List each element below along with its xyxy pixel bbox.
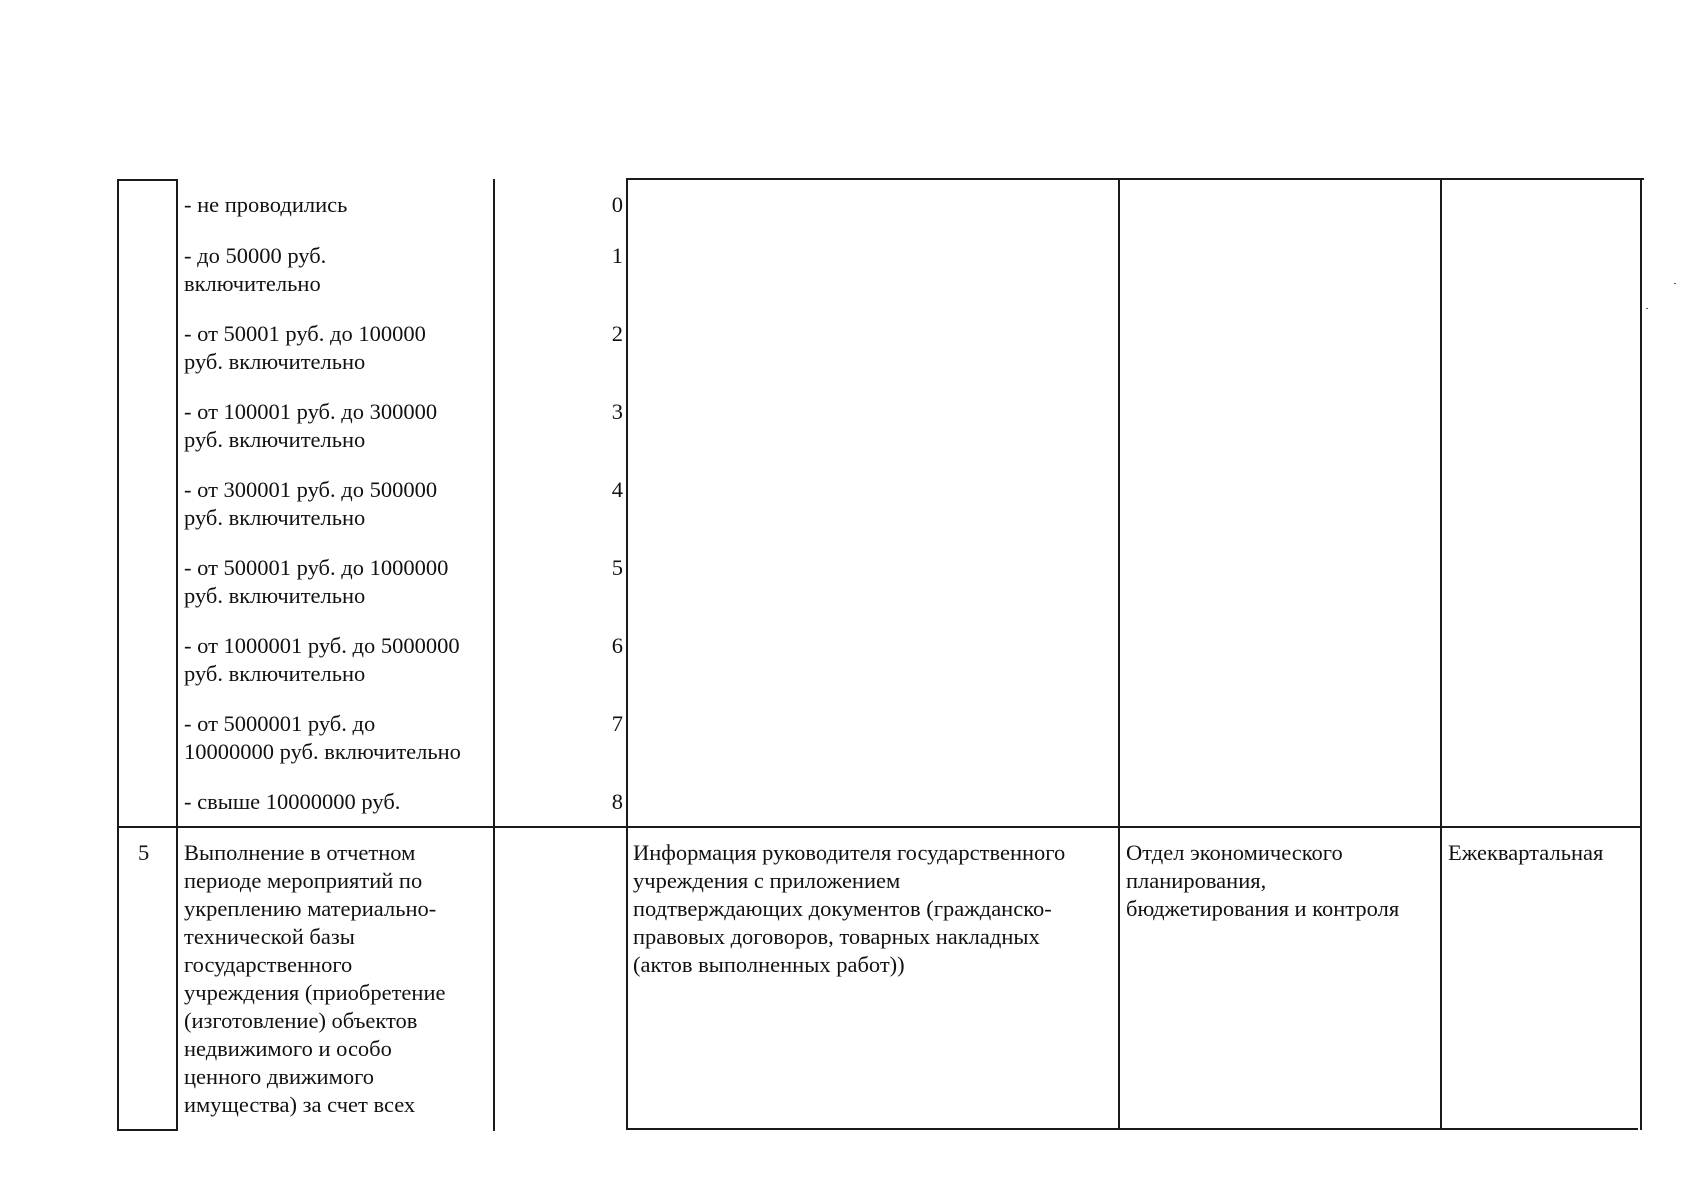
col-border-6 bbox=[1440, 178, 1442, 1130]
range-label: - от 500001 руб. до 1000000 руб. включительно bbox=[184, 555, 449, 608]
range-label: - от 50001 руб. до 100000 руб. включительно bbox=[184, 321, 426, 374]
table-top-border-left bbox=[118, 179, 177, 181]
row-number: 5 bbox=[138, 840, 150, 865]
col-border-1 bbox=[117, 179, 119, 1131]
scan-mark bbox=[1646, 308, 1648, 309]
range-label: - от 5000001 руб. до 10000000 руб. включительно bbox=[184, 711, 461, 764]
frequency-text: Ежеквартальная bbox=[1448, 840, 1604, 865]
range-label: - от 1000001 руб. до 5000000 руб. включительно bbox=[184, 633, 460, 686]
range-score: 5 bbox=[611, 555, 623, 580]
range-score: 7 bbox=[611, 711, 623, 736]
scan-mark bbox=[1674, 283, 1676, 284]
table-top-border-right bbox=[626, 178, 1644, 180]
responsible-text: Отдел экономического планирования, бюджетирования и контроля bbox=[1126, 840, 1400, 921]
col-border-3 bbox=[493, 179, 495, 1131]
range-label: - от 300001 руб. до 500000 руб. включительно bbox=[184, 477, 438, 530]
col-border-4 bbox=[626, 178, 628, 1130]
indicator-text: Выполнение в отчетном периоде мероприятий по укреплению материально- технической базы государственного учреждения (приобретение (изготовление) объектов недвижимого и особо ценного движимого имущества) за счет всех bbox=[184, 840, 446, 1117]
range-label: - до 50000 руб. включительно bbox=[184, 243, 327, 296]
range-label: - не проводились bbox=[184, 192, 348, 217]
row-divider bbox=[118, 826, 1642, 828]
source-text: Информация руководителя государственного учреждения с приложением подтверждающих документов (гражданско- правовых договоров, товарных накладных (актов выполненных работ)) bbox=[633, 840, 1066, 977]
col-border-7 bbox=[1640, 178, 1642, 1130]
range-score: 0 bbox=[611, 192, 623, 217]
range-score: 3 bbox=[611, 399, 623, 424]
range-score: 6 bbox=[611, 633, 623, 658]
range-score: 4 bbox=[611, 477, 623, 502]
range-label: - свыше 10000000 руб. bbox=[184, 789, 401, 814]
col-border-5 bbox=[1118, 178, 1120, 1130]
table-bottom-border-left bbox=[118, 1129, 177, 1131]
table-bottom-border-right bbox=[626, 1128, 1638, 1130]
range-score: 1 bbox=[611, 243, 623, 268]
range-label: - от 100001 руб. до 300000 руб. включительно bbox=[184, 399, 438, 452]
range-score: 8 bbox=[611, 789, 623, 814]
col-border-2 bbox=[176, 179, 178, 1131]
range-score: 2 bbox=[611, 321, 623, 346]
